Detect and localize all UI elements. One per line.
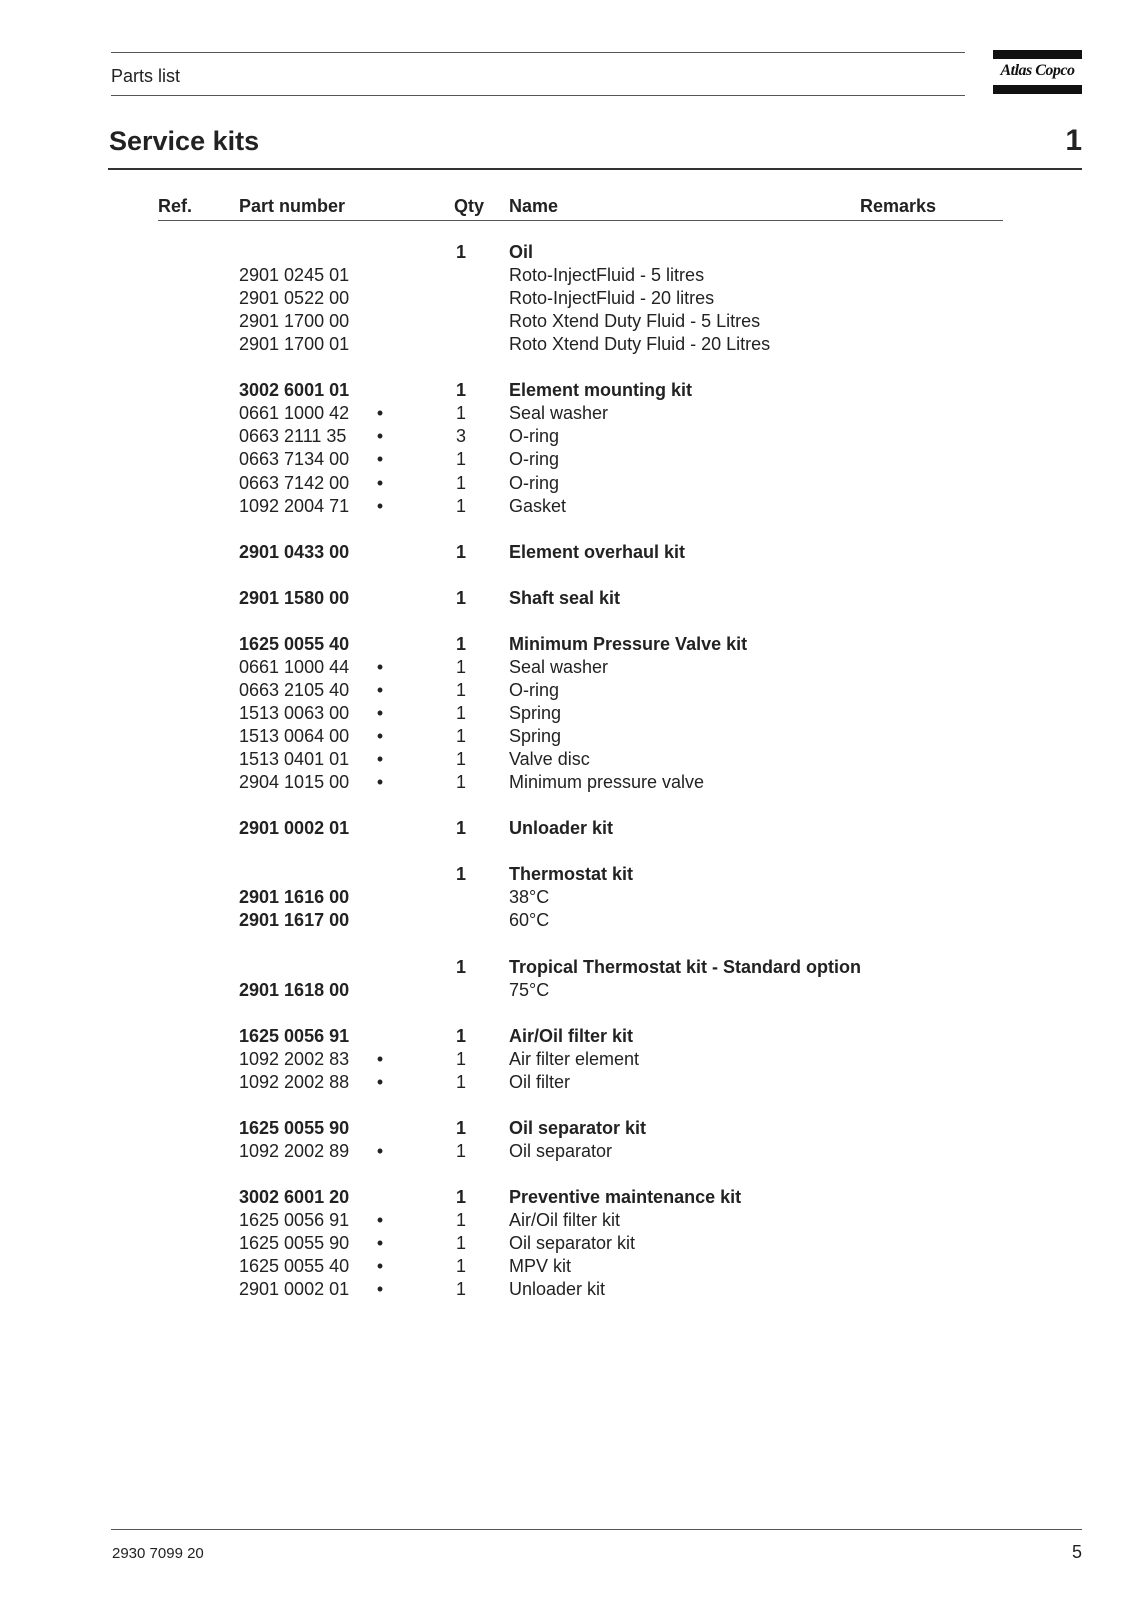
part-name: Valve disc <box>509 749 590 769</box>
part-number: 0663 2105 40 <box>239 680 350 700</box>
part-name: Air/Oil filter kit <box>509 1026 634 1046</box>
part-number: 1092 2002 89 <box>239 1141 350 1161</box>
part-name: Element overhaul kit <box>509 542 686 562</box>
part-name: O-ring <box>509 449 560 469</box>
atlas-copco-logo <box>993 50 1082 94</box>
quantity: 1 <box>455 1072 466 1092</box>
part-name: Preventive maintenance kit <box>509 1187 742 1207</box>
logo-bottom-bar <box>993 85 1082 94</box>
kit-bullet: • <box>376 1072 384 1092</box>
quantity: 1 <box>455 1026 466 1046</box>
part-number: 2901 1618 00 <box>239 980 350 1000</box>
quantity: 1 <box>455 1141 466 1161</box>
quantity: 1 <box>455 1118 466 1138</box>
quantity: 1 <box>455 772 466 792</box>
footer-document-number: 2930 7099 20 <box>112 1545 204 1562</box>
part-name: Roto-InjectFluid - 5 litres <box>509 265 705 285</box>
kit-bullet: • <box>376 1233 384 1253</box>
header-title: Parts list <box>111 66 181 86</box>
kit-bullet: • <box>376 772 384 792</box>
part-number: 1092 2004 71 <box>239 496 350 516</box>
part-name: Shaft seal kit <box>509 588 621 608</box>
quantity: 1 <box>455 1210 466 1230</box>
quantity: 1 <box>455 403 466 423</box>
table-row <box>0 425 1131 448</box>
column-header-name: Name <box>509 196 559 216</box>
kit-bullet: • <box>376 657 384 677</box>
part-number: 2901 0002 01 <box>239 1279 350 1299</box>
kit-bullet: • <box>376 1256 384 1276</box>
quantity: 1 <box>455 726 466 746</box>
kit-bullet: • <box>376 426 384 446</box>
table-row <box>0 748 1131 771</box>
part-number: 2901 1616 00 <box>239 887 350 907</box>
quantity: 1 <box>455 1233 466 1253</box>
quantity: 1 <box>455 957 466 977</box>
part-name: Seal washer <box>509 403 609 423</box>
header-bottom-rule <box>111 95 965 96</box>
table-row <box>0 541 1131 564</box>
part-name: Unloader kit <box>509 1279 606 1299</box>
part-number: 1513 0401 01 <box>239 749 350 769</box>
quantity: 1 <box>455 242 466 262</box>
quantity: 1 <box>455 542 466 562</box>
section-number: 1 <box>1065 124 1082 157</box>
table-row <box>0 909 1131 932</box>
part-name: Spring <box>509 703 562 723</box>
quantity: 1 <box>455 680 466 700</box>
table-row <box>0 587 1131 610</box>
kit-bullet: • <box>376 1049 384 1069</box>
part-name: Oil separator kit <box>509 1118 647 1138</box>
part-number: 1513 0064 00 <box>239 726 350 746</box>
table-row <box>0 472 1131 495</box>
quantity: 1 <box>455 1279 466 1299</box>
part-name: Roto-InjectFluid - 20 litres <box>509 288 715 308</box>
table-header-rule <box>158 220 1003 221</box>
part-name: Thermostat kit <box>509 864 634 884</box>
part-name: O-ring <box>509 426 560 446</box>
table-row <box>0 1071 1131 1094</box>
quantity: 3 <box>455 426 466 446</box>
table-row <box>0 448 1131 471</box>
part-name: Roto Xtend Duty Fluid - 20 Litres <box>509 334 771 354</box>
table-row <box>0 379 1131 402</box>
table-row <box>0 241 1131 264</box>
part-number: 1625 0055 40 <box>239 1256 350 1276</box>
table-row <box>0 264 1131 287</box>
part-number: 2901 0522 00 <box>239 288 350 308</box>
kit-bullet: • <box>376 1279 384 1299</box>
quantity: 1 <box>455 588 466 608</box>
quantity: 1 <box>455 749 466 769</box>
kit-bullet: • <box>376 680 384 700</box>
quantity: 1 <box>455 1187 466 1207</box>
part-name: Tropical Thermostat kit - Standard option <box>509 957 862 977</box>
part-number: 1625 0056 91 <box>239 1026 350 1046</box>
table-row <box>0 310 1131 333</box>
table-row <box>0 886 1131 909</box>
kit-bullet: • <box>376 496 384 516</box>
kit-bullet: • <box>376 449 384 469</box>
kit-bullet: • <box>376 726 384 746</box>
part-number: 2904 1015 00 <box>239 772 350 792</box>
logo-top-bar <box>993 50 1082 59</box>
table-row <box>0 1278 1131 1301</box>
table-row <box>0 817 1131 840</box>
quantity: 1 <box>455 634 466 654</box>
part-name: Oil separator kit <box>509 1233 636 1253</box>
part-number: 3002 6001 20 <box>239 1187 350 1207</box>
part-name: Oil separator <box>509 1141 613 1161</box>
part-name: Unloader kit <box>509 818 614 838</box>
table-row <box>0 979 1131 1002</box>
table-row <box>0 333 1131 356</box>
table-row <box>0 402 1131 425</box>
part-number: 1625 0055 90 <box>239 1118 350 1138</box>
part-number: 1092 2002 88 <box>239 1072 350 1092</box>
part-number: 1625 0055 90 <box>239 1233 350 1253</box>
quantity: 1 <box>455 818 466 838</box>
quantity: 1 <box>455 496 466 516</box>
part-number: 0663 7134 00 <box>239 449 350 469</box>
table-row <box>0 1186 1131 1209</box>
part-name: Minimum Pressure Valve kit <box>509 634 748 654</box>
part-number: 2901 1580 00 <box>239 588 350 608</box>
table-row <box>0 656 1131 679</box>
part-name: Gasket <box>509 496 567 516</box>
table-row <box>0 633 1131 656</box>
part-number: 1625 0056 91 <box>239 1210 350 1230</box>
part-name: Air filter element <box>509 1049 640 1069</box>
part-name: O-ring <box>509 473 560 493</box>
quantity: 1 <box>455 864 466 884</box>
table-row <box>0 1140 1131 1163</box>
part-number: 2901 0002 01 <box>239 818 350 838</box>
quantity: 1 <box>455 1256 466 1276</box>
part-number: 1513 0063 00 <box>239 703 350 723</box>
table-row <box>0 771 1131 794</box>
kit-bullet: • <box>376 473 384 493</box>
table-row <box>0 1048 1131 1071</box>
quantity: 1 <box>455 473 466 493</box>
table-row <box>0 1232 1131 1255</box>
table-row <box>0 956 1131 979</box>
table-row <box>0 1025 1131 1048</box>
part-name: Air/Oil filter kit <box>509 1210 621 1230</box>
part-number: 1625 0055 40 <box>239 634 350 654</box>
part-name: Oil <box>509 242 534 262</box>
table-row <box>0 1209 1131 1232</box>
part-number: 1092 2002 83 <box>239 1049 350 1069</box>
quantity: 1 <box>455 449 466 469</box>
part-number: 2901 0433 00 <box>239 542 350 562</box>
section-rule <box>108 168 1082 170</box>
part-number: 2901 1700 00 <box>239 311 350 331</box>
part-name: Minimum pressure valve <box>509 772 705 792</box>
header-top-rule <box>111 52 965 53</box>
logo-text: Atlas Copco <box>1000 62 1075 79</box>
table-row <box>0 702 1131 725</box>
part-name: Element mounting kit <box>509 380 693 400</box>
column-header-remarks: Remarks <box>860 196 937 216</box>
table-row <box>0 1117 1131 1140</box>
part-number: 2901 1617 00 <box>239 910 350 930</box>
part-name: 38°C <box>509 887 550 907</box>
column-header-qty: Qty <box>454 196 485 216</box>
kit-bullet: • <box>376 1210 384 1230</box>
part-name: Oil filter <box>509 1072 571 1092</box>
table-row <box>0 287 1131 310</box>
part-number: 0663 7142 00 <box>239 473 350 493</box>
quantity: 1 <box>455 703 466 723</box>
part-number: 0661 1000 44 <box>239 657 350 677</box>
table-row <box>0 725 1131 748</box>
part-name: O-ring <box>509 680 560 700</box>
part-number: 0663 2111 35 <box>239 426 347 446</box>
part-number: 2901 1700 01 <box>239 334 350 354</box>
part-number: 3002 6001 01 <box>239 380 350 400</box>
quantity: 1 <box>455 380 466 400</box>
part-name: Roto Xtend Duty Fluid - 5 Litres <box>509 311 761 331</box>
kit-bullet: • <box>376 703 384 723</box>
part-name: MPV kit <box>509 1256 572 1276</box>
kit-bullet: • <box>376 1141 384 1161</box>
part-name: Seal washer <box>509 657 609 677</box>
part-name: Spring <box>509 726 562 746</box>
kit-bullet: • <box>376 749 384 769</box>
section-title: Service kits <box>109 126 260 156</box>
footer-page-number: 5 <box>1071 1542 1082 1562</box>
column-header-part-number: Part number <box>239 196 346 216</box>
footer-rule <box>111 1529 1082 1530</box>
part-name: 75°C <box>509 980 550 1000</box>
part-number: 0661 1000 42 <box>239 403 350 423</box>
table-row <box>0 495 1131 518</box>
table-row <box>0 863 1131 886</box>
part-name: 60°C <box>509 910 550 930</box>
kit-bullet: • <box>376 403 384 423</box>
table-row <box>0 1255 1131 1278</box>
quantity: 1 <box>455 1049 466 1069</box>
table-row <box>0 679 1131 702</box>
part-number: 2901 0245 01 <box>239 265 350 285</box>
quantity: 1 <box>455 657 466 677</box>
column-header-ref: Ref. <box>158 196 193 216</box>
